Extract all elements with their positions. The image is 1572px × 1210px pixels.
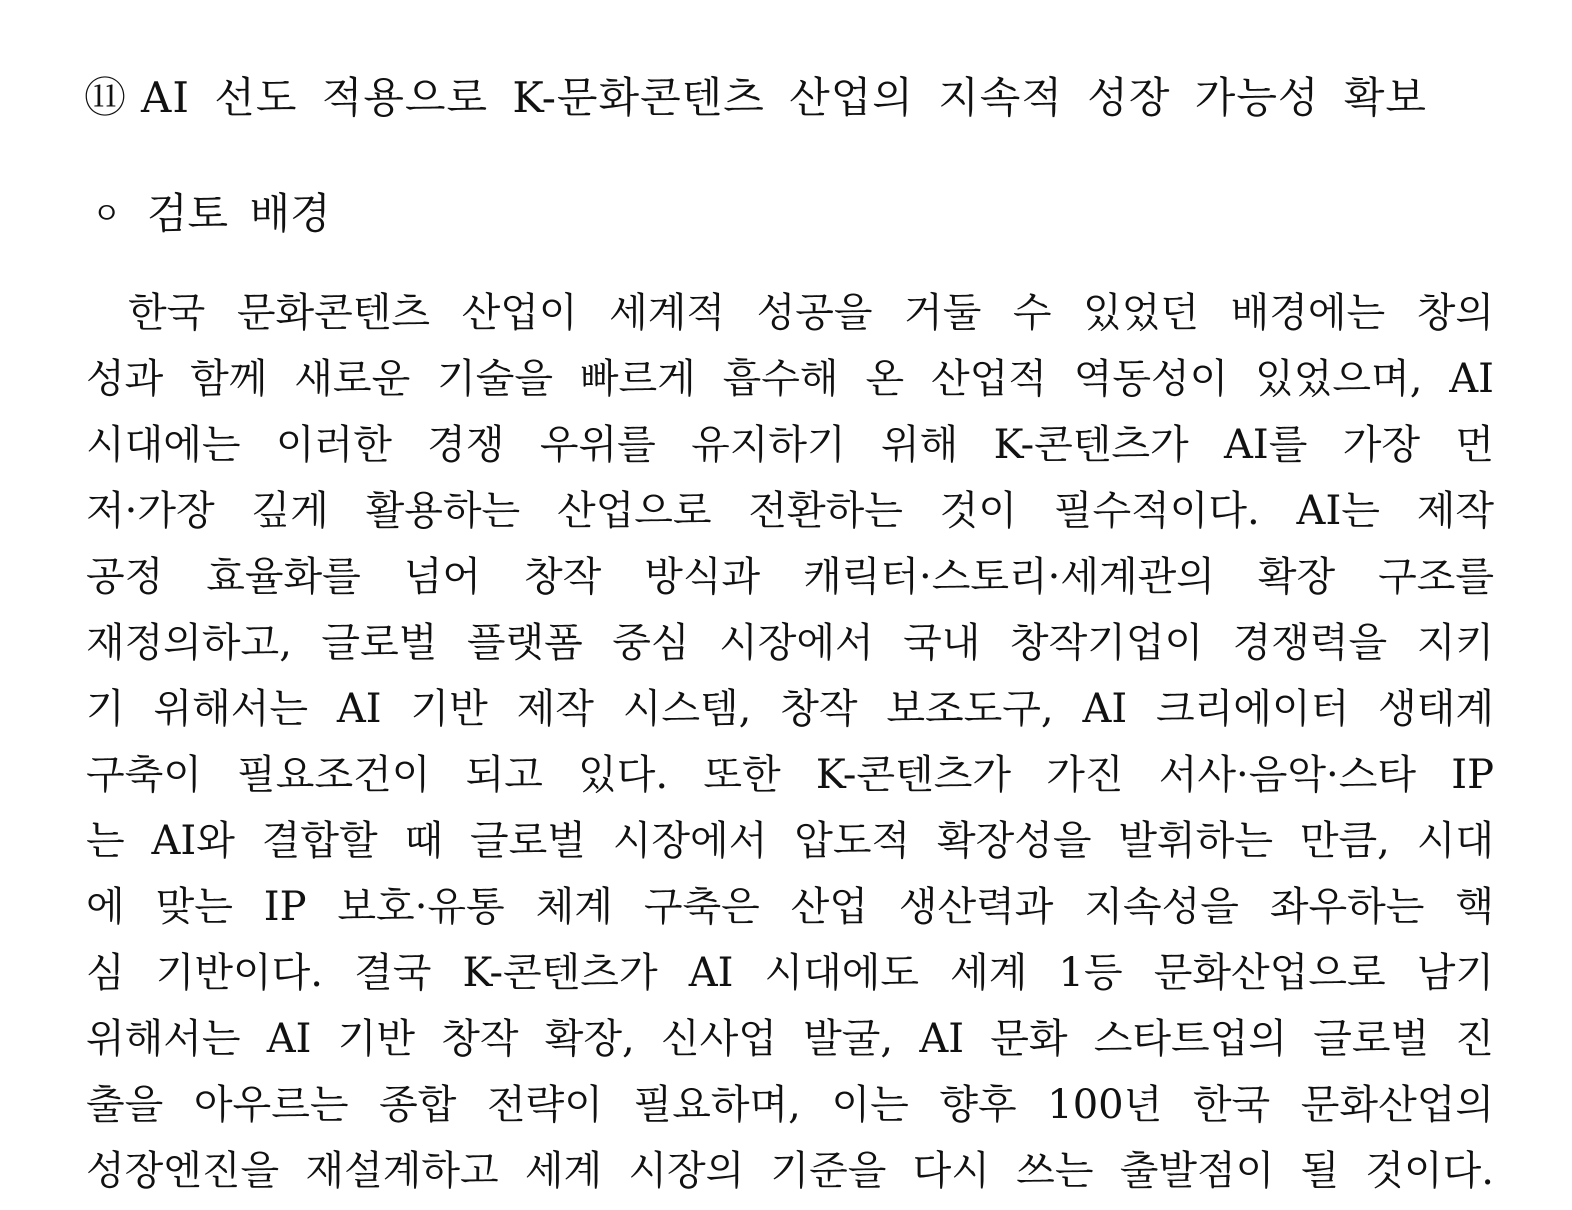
subsection-heading	[92, 186, 331, 243]
paragraph-line: 위해서는 AI 기반 창작 확장, 신사업 발굴, AI 문화 스타트업의 글로벌 진	[86, 1016, 1494, 1062]
body-paragraph	[86, 280, 1494, 1204]
paragraph-line: 출을 아우르는 종합 전략이 필요하며, 이는 향후 100년 한국 문화산업의	[86, 1082, 1494, 1128]
paragraph-line: 공정 효율화를 넘어 창작 방식과 캐릭터·스토리·세계관의 확장 구조를	[86, 554, 1494, 600]
paragraph-line: 성과 함께 새로운 기술을 빠르게 흡수해 온 산업적 역동성이 있었으며, AI	[86, 356, 1494, 402]
paragraph-line: 구축이 필요조건이 되고 있다. 또한 K-콘텐츠가 가진 서사·음악·스타 IP	[86, 752, 1494, 798]
paragraph-line: 는 AI와 결합할 때 글로벌 시장에서 압도적 확장성을 발휘하는 만큼, 시대	[86, 818, 1494, 864]
paragraph-line: 시대에는 이러한 경쟁 우위를 유지하기 위해 K-콘텐츠가 AI를 가장 먼	[86, 422, 1494, 468]
bullet-marker: ㅇ	[92, 197, 121, 232]
paragraph-line: 에 맞는 IP 보호·유통 체계 구축은 산업 생산력과 지속성을 좌우하는 핵	[86, 884, 1494, 930]
paragraph-line: 한국 문화콘텐츠 산업이 세계적 성공을 거둘 수 있었던 배경에는 창의	[128, 290, 1494, 336]
paragraph-line: 저·가장 깊게 활용하는 산업으로 전환하는 것이 필수적이다. AI는 제작	[86, 488, 1494, 534]
subsection-title: 검토 배경	[146, 189, 331, 238]
paragraph-line: 성장엔진을 재설계하고 세계 시장의 기준을 다시 쓰는 출발점이 될 것이다.	[86, 1148, 1494, 1194]
section-number: ⑪	[84, 73, 128, 122]
paragraph-line: 심 기반이다. 결국 K-콘텐츠가 AI 시대에도 세계 1등 문화산업으로 남기	[86, 950, 1494, 996]
section-heading	[84, 70, 1504, 126]
paragraph-line: 재정의하고, 글로벌 플랫폼 중심 시장에서 국내 창작기업이 경쟁력을 지키	[86, 620, 1494, 666]
section-title: AI 선도 적용으로 K-문화콘텐츠 산업의 지속적 성장 가능성 확보	[141, 73, 1427, 122]
paragraph-line: 기 위해서는 AI 기반 제작 시스템, 창작 보조도구, AI 크리에이터 생태계	[86, 686, 1494, 732]
